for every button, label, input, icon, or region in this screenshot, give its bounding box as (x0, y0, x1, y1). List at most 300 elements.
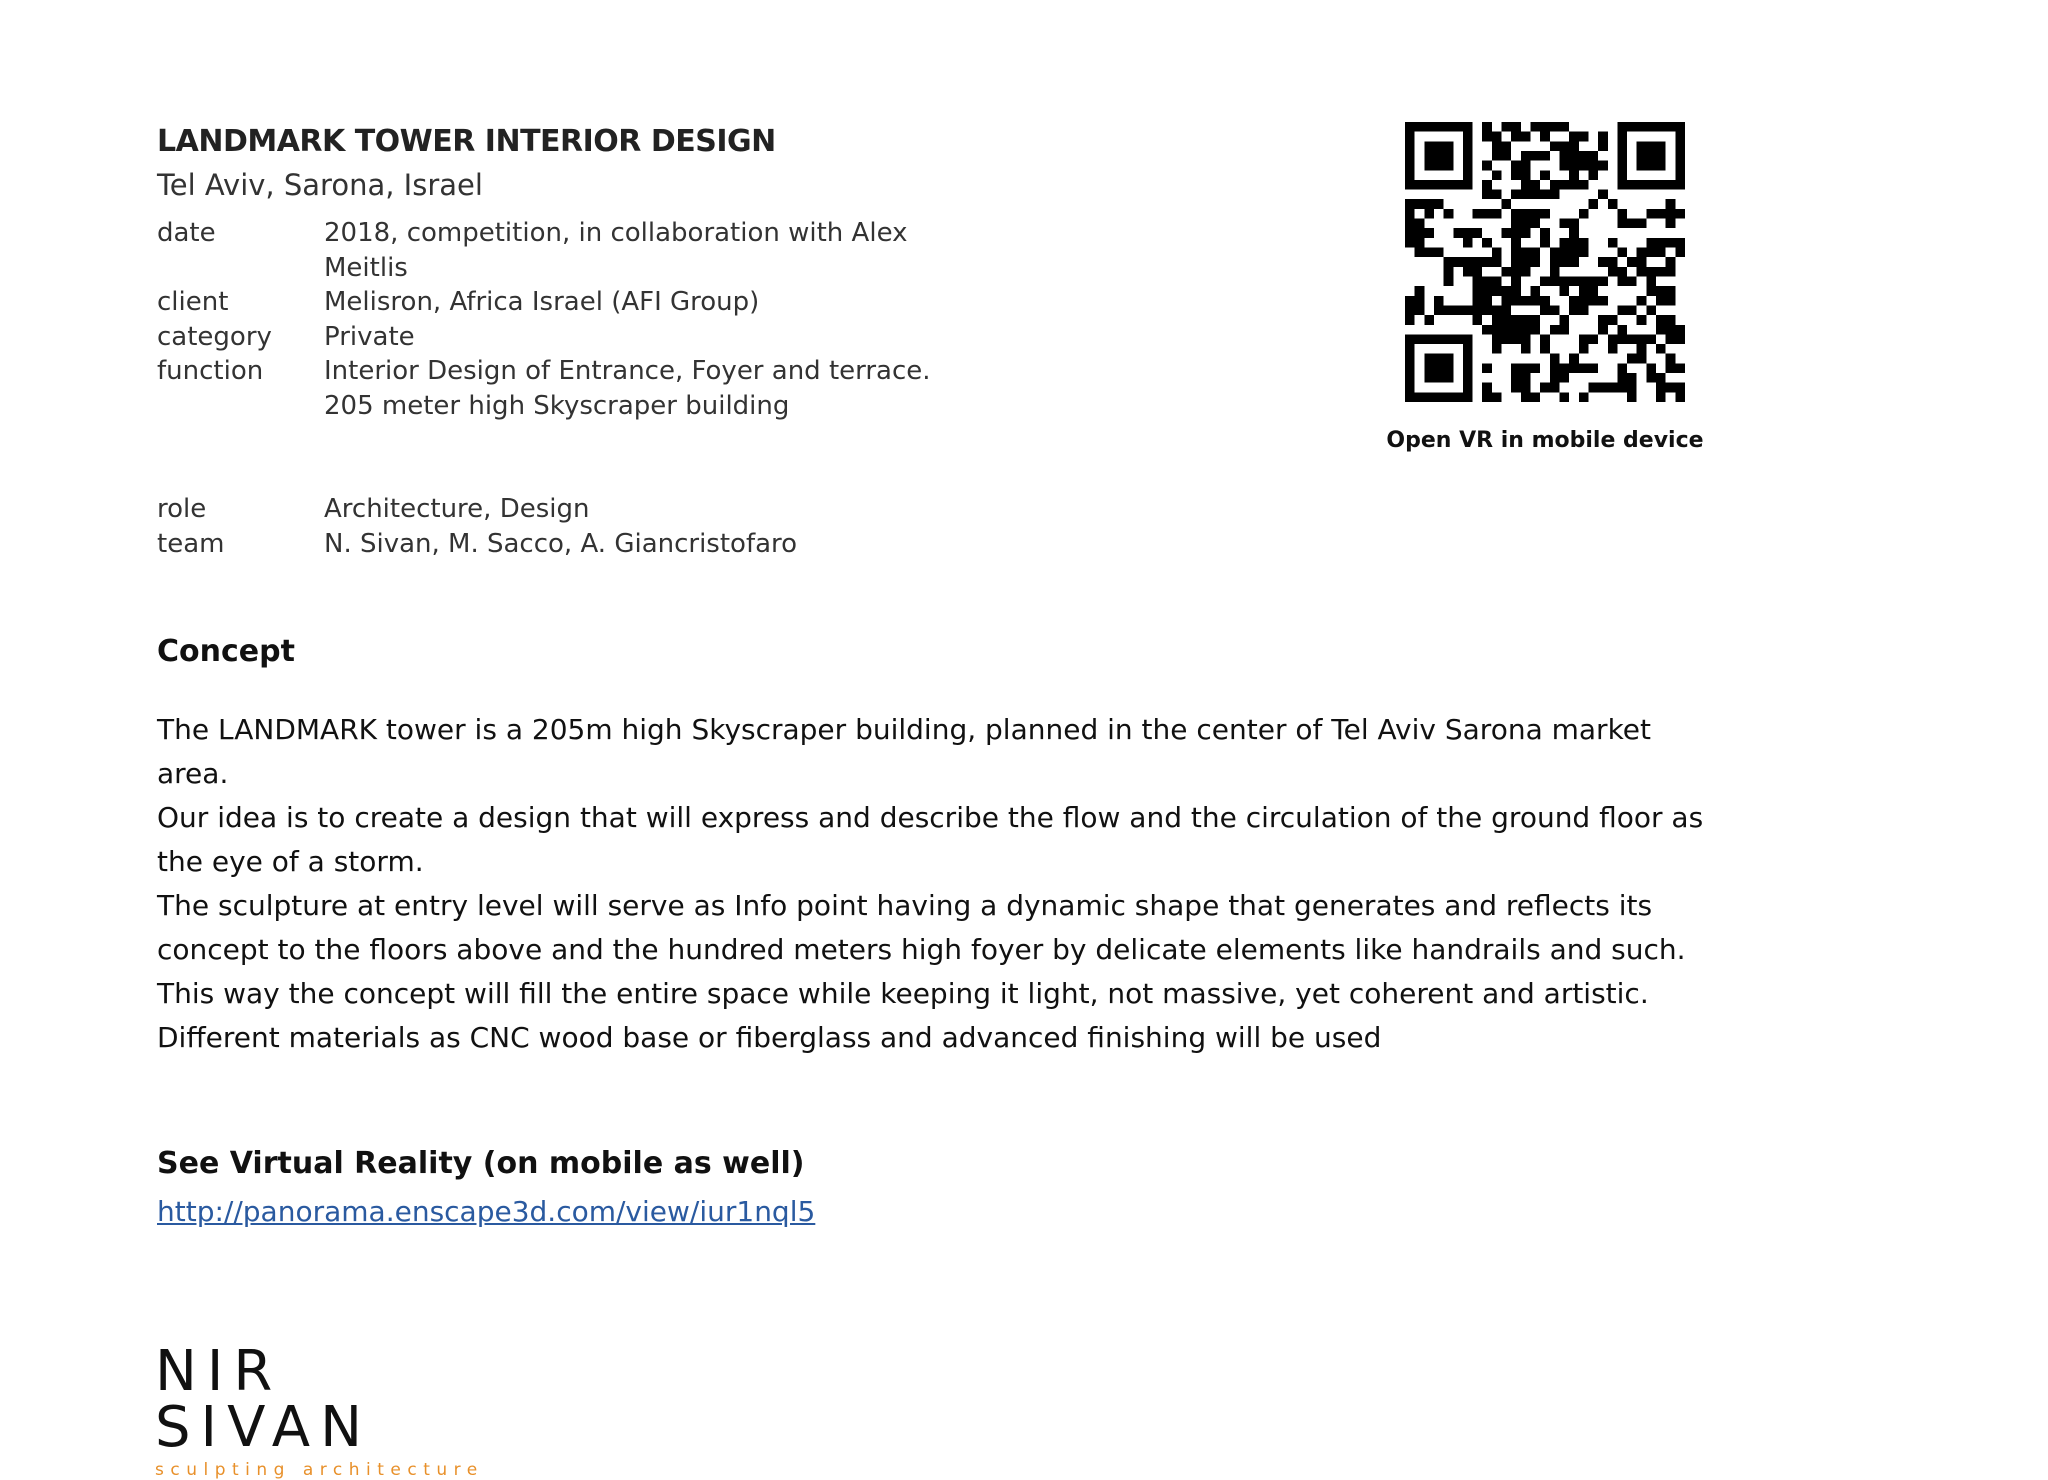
qr-module (1482, 363, 1492, 373)
qr-module (1463, 363, 1473, 373)
qr-module (1405, 344, 1415, 354)
qr-module (1424, 199, 1434, 209)
concept-body (157, 708, 1717, 1060)
qr-module (1617, 276, 1627, 286)
qr-module (1617, 180, 1627, 190)
qr-module (1675, 334, 1685, 344)
qr-module (1608, 257, 1618, 267)
qr-module (1511, 248, 1521, 258)
qr-module (1434, 354, 1444, 364)
qr-module (1637, 161, 1647, 171)
meta-value: N. Sivan, M. Sacco, A. Giancristofaro (324, 528, 798, 559)
qr-module (1424, 373, 1434, 383)
qr-module (1627, 276, 1637, 286)
qr-module (1550, 276, 1560, 286)
qr-module (1434, 161, 1444, 171)
qr-module (1559, 141, 1569, 151)
qr-module (1492, 141, 1502, 151)
qr-module (1598, 315, 1608, 325)
qr-module (1666, 219, 1676, 229)
qr-module (1540, 132, 1550, 142)
qr-module (1675, 180, 1685, 190)
qr-module (1444, 305, 1454, 315)
qr-module (1559, 315, 1569, 325)
qr-module (1627, 257, 1637, 267)
qr-module (1405, 199, 1415, 209)
qr-module (1540, 383, 1550, 393)
vr-link[interactable]: http://panorama.enscape3d.com/view/iur1nql5 (157, 1195, 816, 1228)
qr-module (1540, 305, 1550, 315)
qr-module (1627, 305, 1637, 315)
qr-module (1463, 267, 1473, 277)
meta-key: client (157, 287, 229, 317)
qr-module (1579, 344, 1589, 354)
qr-module (1415, 334, 1425, 344)
qr-module (1405, 151, 1415, 161)
qr-module (1473, 305, 1483, 315)
qr-module (1482, 180, 1492, 190)
qr-module (1434, 199, 1444, 209)
qr-module (1666, 315, 1676, 325)
qr-module (1511, 286, 1521, 296)
qr-module (1646, 305, 1656, 315)
qr-module (1521, 151, 1531, 161)
qr-module (1666, 334, 1676, 344)
qr-module (1424, 122, 1434, 132)
qr-module (1550, 373, 1560, 383)
qr-module (1521, 296, 1531, 306)
qr-module (1502, 122, 1512, 132)
qr-module (1492, 392, 1502, 402)
qr-module (1453, 228, 1463, 238)
qr-module (1521, 344, 1531, 354)
qr-module (1569, 305, 1579, 315)
qr-module (1569, 296, 1579, 306)
qr-module (1521, 315, 1531, 325)
qr-module (1617, 161, 1627, 171)
qr-module (1569, 228, 1579, 238)
qr-module (1675, 151, 1685, 161)
qr-module (1579, 276, 1589, 286)
qr-module (1675, 248, 1685, 258)
qr-module (1502, 315, 1512, 325)
qr-module (1569, 180, 1579, 190)
concept-heading: Concept (157, 634, 295, 669)
qr-module (1415, 219, 1425, 229)
meta-value: Interior Design of Entrance, Foyer and terrace. 205 meter high Skyscraper building (324, 356, 931, 421)
qr-module (1579, 161, 1589, 171)
qr-module (1434, 141, 1444, 151)
qr-module (1646, 151, 1656, 161)
qr-module (1617, 151, 1627, 161)
qr-module (1511, 257, 1521, 267)
qr-module (1579, 334, 1589, 344)
qr-module (1540, 190, 1550, 200)
qr-module (1511, 161, 1521, 171)
qr-module (1405, 161, 1415, 171)
qr-module (1569, 363, 1579, 373)
qr-module (1424, 180, 1434, 190)
qr-module (1637, 354, 1647, 364)
qr-module (1656, 122, 1666, 132)
qr-module (1617, 334, 1627, 344)
qr-module (1415, 248, 1425, 258)
qr-module (1521, 248, 1531, 258)
qr-module (1666, 354, 1676, 364)
qr-module (1521, 170, 1531, 180)
qr-module (1444, 363, 1454, 373)
qr-module (1550, 383, 1560, 393)
qr-module (1559, 238, 1569, 248)
qr-module (1415, 392, 1425, 402)
qr-module (1511, 122, 1521, 132)
qr-module (1502, 199, 1512, 209)
qr-module (1675, 392, 1685, 402)
meta-value: Architecture, Design (324, 494, 590, 524)
qr-module (1550, 248, 1560, 258)
qr-module (1637, 315, 1647, 325)
qr-module (1559, 363, 1569, 373)
qr-module (1405, 296, 1415, 306)
qr-module (1473, 276, 1483, 286)
qr-module (1579, 132, 1589, 142)
meta-row-team (157, 527, 944, 562)
qr-module (1521, 219, 1531, 229)
qr-module (1405, 228, 1415, 238)
qr-module (1531, 122, 1541, 132)
qr-module (1666, 209, 1676, 219)
qr-module (1444, 180, 1454, 190)
qr-module (1675, 170, 1685, 180)
qr-module (1579, 286, 1589, 296)
qr-module (1656, 248, 1666, 258)
qr-module (1511, 296, 1521, 306)
meta-key: role (157, 494, 207, 524)
concept-paragraph: Our idea is to create a design that will express and describe the flow and the circulation of the ground floor as the eye of a storm. (157, 801, 1704, 878)
meta-row-client (157, 285, 944, 320)
qr-module (1521, 363, 1531, 373)
qr-module (1463, 373, 1473, 383)
qr-module (1598, 190, 1608, 200)
qr-module (1531, 325, 1541, 335)
qr-module (1656, 180, 1666, 190)
qr-module (1579, 392, 1589, 402)
qr-module (1463, 238, 1473, 248)
qr-module (1656, 325, 1666, 335)
qr-module (1646, 238, 1656, 248)
qr-module (1473, 228, 1483, 238)
qr-module (1463, 344, 1473, 354)
qr-module (1550, 122, 1560, 132)
qr-module (1627, 354, 1637, 364)
qr-module (1540, 170, 1550, 180)
qr-module (1502, 141, 1512, 151)
qr-module (1579, 238, 1589, 248)
qr-module (1415, 180, 1425, 190)
qr-module (1521, 373, 1531, 383)
qr-module (1424, 354, 1434, 364)
qr-module (1675, 209, 1685, 219)
qr-module (1405, 141, 1415, 151)
qr-module (1463, 257, 1473, 267)
qr-module (1531, 180, 1541, 190)
qr-module (1531, 363, 1541, 373)
qr-module (1559, 180, 1569, 190)
qr-module (1453, 180, 1463, 190)
qr-code-graphic (1405, 122, 1685, 402)
qr-module (1482, 132, 1492, 142)
qr-module (1675, 141, 1685, 151)
qr-module (1511, 383, 1521, 393)
qr-module (1608, 334, 1618, 344)
qr-module (1492, 170, 1502, 180)
qr-module (1453, 392, 1463, 402)
qr-module (1579, 363, 1589, 373)
qr-module (1608, 315, 1618, 325)
qr-module (1627, 122, 1637, 132)
qr-module (1482, 286, 1492, 296)
qr-module (1511, 238, 1521, 248)
qr-module (1463, 392, 1473, 402)
qr-module (1444, 334, 1454, 344)
qr-module (1521, 325, 1531, 335)
qr-module (1511, 209, 1521, 219)
qr-module (1521, 161, 1531, 171)
qr-module (1656, 238, 1666, 248)
spacer (157, 423, 944, 492)
qr-module (1588, 334, 1598, 344)
project-location: Tel Aviv, Sarona, Israel (157, 168, 483, 202)
qr-module (1482, 325, 1492, 335)
meta-value: Melisron, Africa Israel (AFI Group) (324, 287, 760, 317)
qr-module (1540, 151, 1550, 161)
qr-module (1598, 161, 1608, 171)
qr-module (1540, 238, 1550, 248)
qr-module (1415, 305, 1425, 315)
qr-module (1415, 286, 1425, 296)
qr-module (1617, 383, 1627, 393)
qr-module (1453, 334, 1463, 344)
qr-module (1646, 267, 1656, 277)
qr-module (1405, 305, 1415, 315)
qr-module (1637, 141, 1647, 151)
qr-module (1424, 315, 1434, 325)
qr-module (1482, 238, 1492, 248)
qr-module (1637, 219, 1647, 229)
qr-module (1666, 199, 1676, 209)
meta-key: function (157, 356, 264, 386)
qr-module (1444, 267, 1454, 277)
qr-module (1559, 161, 1569, 171)
qr-module (1473, 296, 1483, 306)
qr-module (1569, 170, 1579, 180)
meta-row-function (157, 354, 944, 423)
qr-module (1415, 296, 1425, 306)
qr-module (1424, 392, 1434, 402)
qr-module (1463, 122, 1473, 132)
qr-module (1666, 363, 1676, 373)
qr-module (1675, 122, 1685, 132)
qr-module (1424, 248, 1434, 258)
qr-module (1666, 122, 1676, 132)
qr-module (1666, 286, 1676, 296)
qr-module (1405, 132, 1415, 142)
qr-module (1666, 238, 1676, 248)
qr-module (1531, 296, 1541, 306)
qr-module (1502, 286, 1512, 296)
qr-module (1588, 276, 1598, 286)
qr-module (1405, 219, 1415, 229)
qr-module (1502, 228, 1512, 238)
qr-module (1444, 354, 1454, 364)
qr-module (1617, 267, 1627, 277)
qr-module (1646, 122, 1656, 132)
qr-module (1444, 151, 1454, 161)
qr-module (1656, 315, 1666, 325)
qr-module (1521, 267, 1531, 277)
qr-module (1415, 122, 1425, 132)
qr-module (1424, 141, 1434, 151)
qr-module (1405, 354, 1415, 364)
qr-module (1656, 209, 1666, 219)
qr-module (1511, 315, 1521, 325)
qr-module (1453, 122, 1463, 132)
qr-module (1588, 363, 1598, 373)
qr-module (1656, 286, 1666, 296)
qr-module (1569, 276, 1579, 286)
qr-module (1492, 257, 1502, 267)
qr-module (1434, 373, 1444, 383)
qr-module (1521, 209, 1531, 219)
qr-module (1540, 344, 1550, 354)
qr-module (1463, 141, 1473, 151)
qr-module (1492, 325, 1502, 335)
qr-module (1482, 257, 1492, 267)
qr-module (1588, 199, 1598, 209)
qr-module (1559, 325, 1569, 335)
project-title: LANDMARK TOWER INTERIOR DESIGN (157, 124, 776, 159)
qr-module (1617, 363, 1627, 373)
qr-module (1511, 334, 1521, 344)
qr-module (1569, 248, 1579, 258)
qr-module (1444, 257, 1454, 267)
qr-module (1559, 257, 1569, 267)
qr-module (1405, 170, 1415, 180)
qr-module (1540, 228, 1550, 238)
qr-module (1434, 334, 1444, 344)
qr-module (1521, 257, 1531, 267)
qr-module (1637, 180, 1647, 190)
qr-module (1424, 228, 1434, 238)
qr-module (1444, 373, 1454, 383)
qr-module (1415, 199, 1425, 209)
qr-module (1569, 354, 1579, 364)
concept-paragraph: Different materials as CNC wood base or fiberglass and advanced finishing will be used (157, 1021, 1382, 1054)
qr-module (1444, 209, 1454, 219)
qr-module (1666, 325, 1676, 335)
qr-module (1521, 392, 1531, 402)
qr-module (1608, 344, 1618, 354)
qr-module (1521, 228, 1531, 238)
qr-module (1453, 257, 1463, 267)
qr-module (1540, 276, 1550, 286)
qr-module (1608, 199, 1618, 209)
qr-module (1637, 122, 1647, 132)
qr-module (1627, 219, 1637, 229)
qr-module (1559, 248, 1569, 258)
qr-module (1424, 161, 1434, 171)
qr-module (1511, 373, 1521, 383)
qr-module (1482, 296, 1492, 306)
qr-module (1617, 373, 1627, 383)
qr-module (1511, 267, 1521, 277)
qr-module (1588, 296, 1598, 306)
qr-module (1521, 190, 1531, 200)
qr-module (1569, 141, 1579, 151)
qr-module (1434, 363, 1444, 373)
qr-module (1463, 170, 1473, 180)
qr-module (1531, 219, 1541, 229)
qr-code-icon[interactable] (1405, 122, 1685, 402)
qr-module (1666, 296, 1676, 306)
qr-module (1521, 180, 1531, 190)
qr-module (1434, 392, 1444, 402)
qr-module (1531, 392, 1541, 402)
qr-module (1492, 344, 1502, 354)
qr-module (1405, 238, 1415, 248)
qr-module (1473, 267, 1483, 277)
qr-module (1579, 151, 1589, 161)
qr-module (1617, 122, 1627, 132)
qr-module (1666, 383, 1676, 393)
qr-module (1405, 383, 1415, 393)
qr-module (1502, 151, 1512, 161)
qr-module (1550, 180, 1560, 190)
meta-key: date (157, 218, 216, 248)
qr-module (1617, 209, 1627, 219)
qr-module (1598, 132, 1608, 142)
qr-module (1637, 334, 1647, 344)
qr-module (1511, 228, 1521, 238)
qr-module (1405, 180, 1415, 190)
qr-module (1608, 383, 1618, 393)
qr-module (1502, 334, 1512, 344)
qr-module (1502, 325, 1512, 335)
qr-module (1511, 170, 1521, 180)
qr-module (1627, 373, 1637, 383)
qr-module (1463, 151, 1473, 161)
qr-module (1502, 267, 1512, 277)
qr-module (1540, 334, 1550, 344)
qr-module (1405, 209, 1415, 219)
qr-module (1588, 286, 1598, 296)
qr-module (1492, 190, 1502, 200)
meta-value: 2018, competition, in collaboration with Alex Meitlis (324, 218, 908, 283)
qr-module (1617, 325, 1627, 335)
qr-module (1511, 190, 1521, 200)
qr-module (1646, 141, 1656, 151)
qr-module (1598, 276, 1608, 286)
qr-module (1627, 334, 1637, 344)
qr-module (1559, 276, 1569, 286)
qr-module (1444, 141, 1454, 151)
qr-module (1608, 267, 1618, 277)
meta-row-category (157, 320, 944, 355)
qr-module (1666, 267, 1676, 277)
qr-module (1656, 392, 1666, 402)
qr-module (1482, 209, 1492, 219)
qr-module (1550, 363, 1560, 373)
